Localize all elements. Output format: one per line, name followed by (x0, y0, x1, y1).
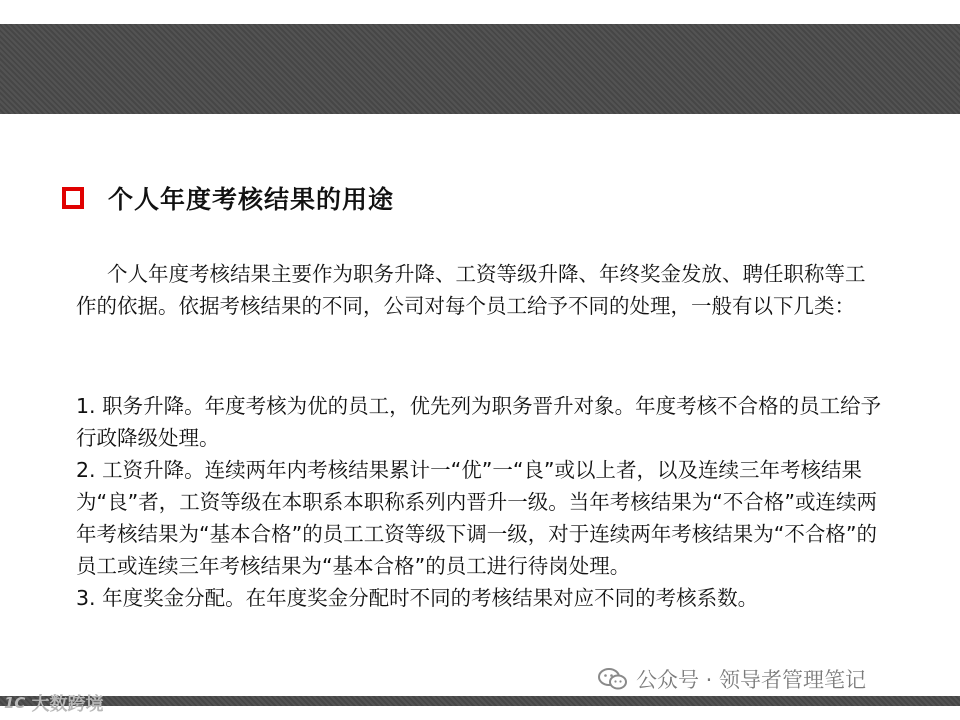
list-item: 2. 工资升降。连续两年内考核结果累计一“优”一“良”或以上者，以及连续三年考核结果为“良”者，工资等级在本职系本职称系列内晋升一级。当年考核结果为“不合格”或连续两年考核结果为“基本合格”的员工工资等级下调一级，对于连续两年考核结果为“不合格”的员工或连续三年考核结果为“基本合格”的员工进行待岗处理。 (76, 458, 877, 578)
footer-band (0, 696, 960, 706)
corner-logo (4, 688, 103, 718)
logo-text: 大数跨境 (31, 694, 104, 715)
wechat-icon (598, 667, 628, 691)
square-bullet-icon (62, 187, 84, 209)
watermark-text: 公众号 · 领导者管理笔记 (636, 668, 867, 692)
section-heading (62, 180, 394, 216)
list-item: 3. 年度奖金分配。在年度奖金分配时不同的考核结果对应不同的考核系数。 (76, 586, 759, 610)
wechat-watermark (598, 664, 866, 694)
intro-paragraph: 个人年度考核结果主要作为职务升降、工资等级升降、年终奖金发放、聘任职称等工作的依据。依据考核结果的不同，公司对每个员工给予不同的处理，一般有以下几类： (76, 262, 866, 318)
heading-text: 个人年度考核结果的用途 (108, 185, 395, 214)
logo-mark: 1C (4, 694, 26, 712)
list-item: 1. 职务升降。年度考核为优的员工，优先列为职务晋升对象。年度考核不合格的员工给予行政降级处理。 (76, 394, 882, 450)
header-band (0, 24, 960, 114)
usage-list (76, 390, 886, 614)
